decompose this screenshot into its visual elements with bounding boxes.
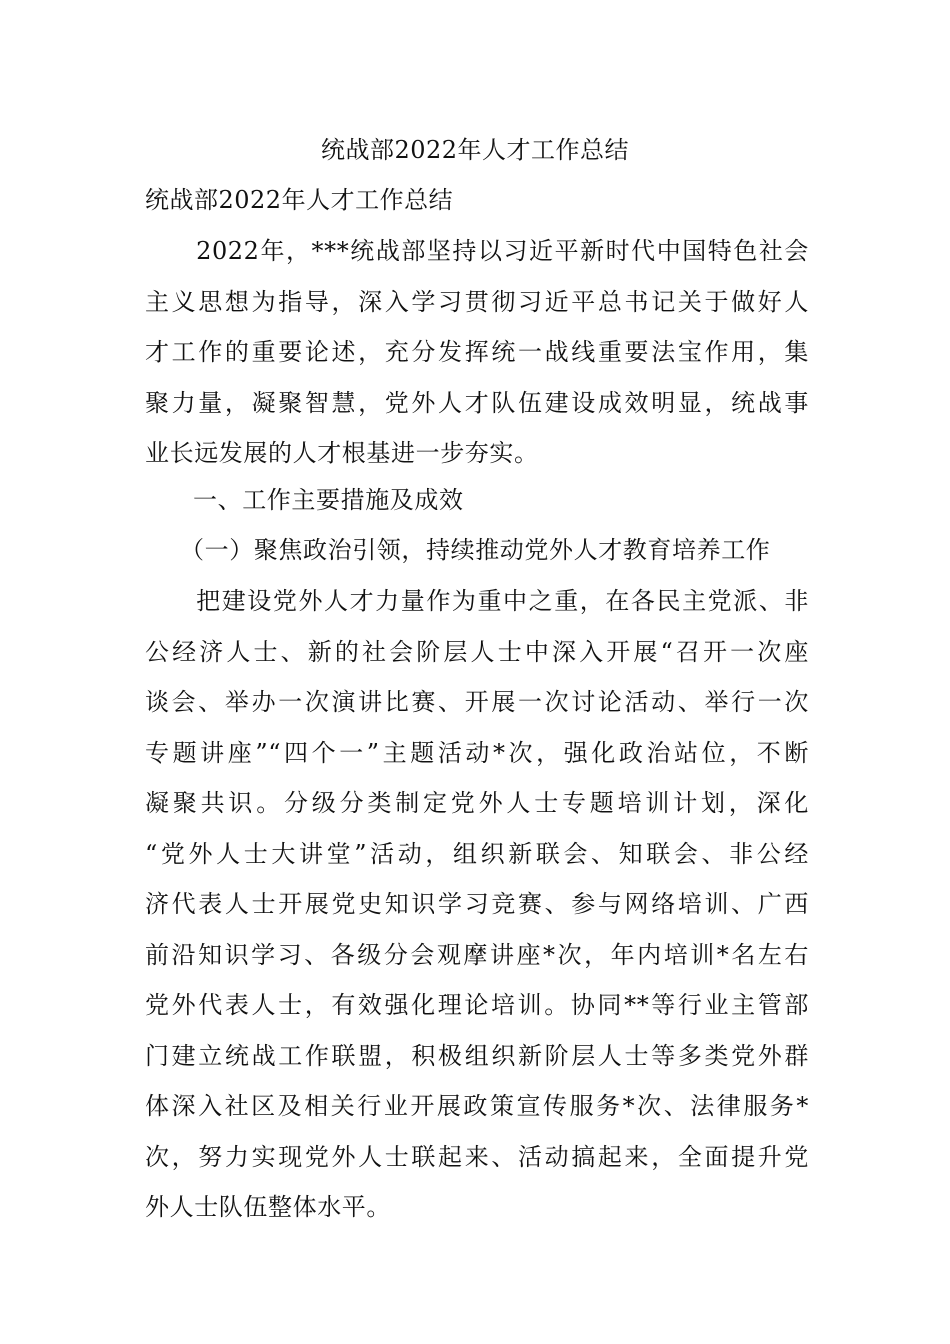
paragraph-line: 才工作的重要论述，充分发挥统一战线重要法宝作用，集 xyxy=(145,338,809,366)
paragraph-line: 把建设党外人才力量作为重中之重，在各民主党派、非 xyxy=(145,587,809,615)
paragraph-line: “党外人士大讲堂”活动，组织新联会、知联会、非公经 xyxy=(145,839,809,868)
paragraph-line: 济代表人士开展党史知识学习竞赛、参与网络培训、广西 xyxy=(145,890,809,918)
paragraph-line: 体深入社区及相关行业开展政策宣传服务*次、法律服务* xyxy=(145,1092,809,1120)
paragraph-line: 聚力量，凝聚智慧，党外人才队伍建设成效明显，统战事 xyxy=(145,388,809,417)
paragraph-line: 2022年，***统战部坚持以习近平新时代中国特色社会 xyxy=(145,237,809,265)
paragraph-intro xyxy=(145,226,809,479)
paragraph-line: 前沿知识学习、各级分会观摩讲座*次，年内培训*名左右 xyxy=(145,940,809,969)
paragraph-line: 外人士队伍整体水平。 xyxy=(145,1193,391,1221)
paragraph-line: 党外代表人士，有效强化理论培训。协同**等行业主管部 xyxy=(145,991,809,1019)
paragraph-line: 门建立统战工作联盟，积极组织新阶层人士等多类党外群 xyxy=(145,1041,809,1070)
paragraph-line: 次，努力实现党外人士联起来、活动搞起来，全面提升党 xyxy=(145,1142,809,1171)
section-heading: 一、工作主要措施及成效 xyxy=(193,486,464,514)
document-subtitle: 统战部2022年人才工作总结 xyxy=(145,186,454,214)
paragraph-line: 谈会、举办一次演讲比赛、开展一次讨论活动、举行一次 xyxy=(145,688,809,716)
paragraph-measures xyxy=(145,576,809,1233)
subsection-heading: （一）聚焦政治引领，持续推动党外人才教育培养工作 xyxy=(180,536,771,564)
document-title: 统战部2022年人才工作总结 xyxy=(320,136,630,164)
paragraph-line: 公经济人士、新的社会阶层人士中深入开展“召开一次座 xyxy=(145,637,809,666)
paragraph-line: 凝聚共识。分级分类制定党外人士专题培训计划，深化 xyxy=(145,789,809,817)
paragraph-line: 业长远发展的人才根基进一步夯实。 xyxy=(145,439,539,467)
paragraph-line: 专题讲座”“四个一”主题活动*次，强化政治站位，不断 xyxy=(145,738,809,767)
paragraph-line: 主义思想为指导，深入学习贯彻习近平总书记关于做好人 xyxy=(145,287,809,316)
